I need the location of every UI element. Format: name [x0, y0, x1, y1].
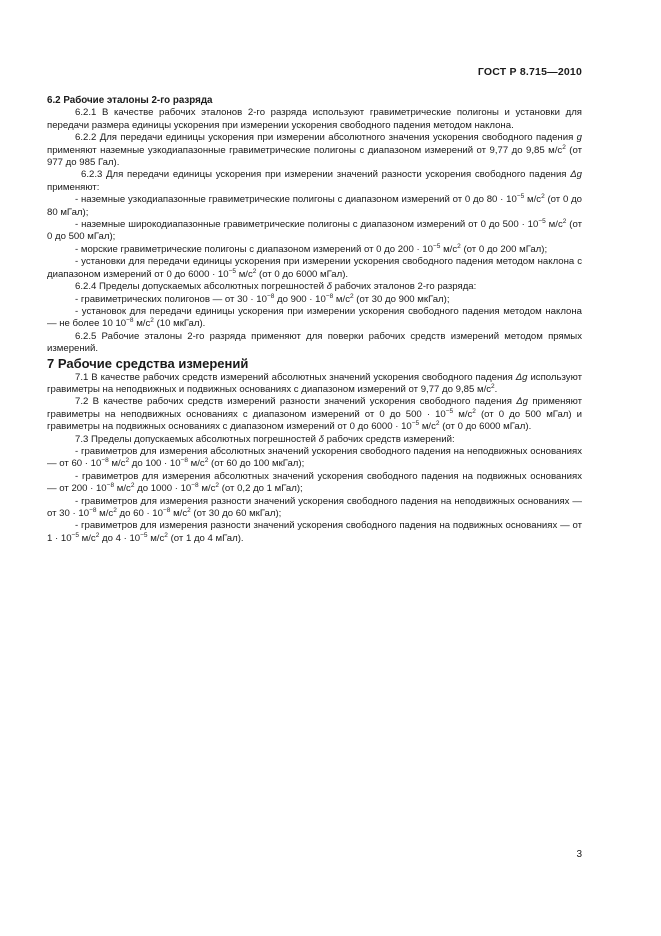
paragraph-7-1: 7.1 В качестве рабочих средств измерений абсолютных значений ускорения свободного падения Δg используют гравиметры на неподвижных и подвижных основаниях с диапазоном измерений от 9,77 до 9,85 $м/с^2$.: [47, 371, 582, 395]
paragraph-6-2-4: 6.2.4 Пределы допускаемых абсолютных погрешностей δ рабочих эталонов 2-го разряда:: [75, 281, 477, 293]
section-7-heading: 7 Рабочие средства измерений: [47, 355, 249, 371]
symbol-delta-g: Δg: [516, 396, 529, 408]
paragraph-6-2-2: 6.2.2 Для передачи единицы ускорения при измерении абсолютного значения ускорения свободного падения g применяют наземные узкодиапазонные гравиметрические полигоны с диапазоном измерений от 9,77 до 9,85 $м/с^2$ (от 977 до 985 Гал).: [47, 132, 582, 169]
list-item: - наземные широкодиапазонные гравиметрические полигоны с диапазоном измерений от 0 до $500 \cdot 10^{-5}$ $м/с^2$ (от 0 до 500 мГал);: [47, 218, 582, 243]
page-number: 3: [576, 849, 582, 860]
paragraph-6-2-5: 6.2.5 Рабочие эталоны 2-го разряда применяют для поверки рабочих средств измерений методом прямых измерений.: [47, 330, 582, 355]
list-item: - гравиметрических полигонов — от $30 \cdot 10^{-8}$ до $900 \cdot 10^{-8}$ $м/с^2$ (от 30 до 900 мкГал);: [75, 292, 450, 305]
symbol-delta-g: Δg: [570, 169, 582, 181]
symbol-delta: δ: [326, 281, 332, 293]
symbol-g: g: [576, 132, 582, 144]
document-body: [47, 95, 582, 545]
paragraph-7-2: 7.2 В качестве рабочих средств измерений разности значений ускорения свободного падения Δg применяют гравиметры на неподвижных основаниях с диапазоном измерений от 0 до $500 \cdot 10^{-5}$ $м/с^2$ (от 0 до 500 мГал) и гравиметры на подвижных основаниях с диапазоном измерений от 0 до $6000 \cdot 10^{-5}$ $м/с^2$ (от 0 до 6000 мГал).: [47, 396, 583, 433]
list-item: - установки для передачи единицы ускорения при измерении ускорения свободного падения методом наклона с диапазоном измерений от 0 до $6000 \cdot 10^{-5}$ $м/с^2$ (от 0 до 6000 мГал).: [47, 256, 582, 280]
paragraph-7-3: 7.3 Пределы допускаемых абсолютных погрешностей δ рабочих средств измерений:: [75, 433, 455, 445]
list-item: - гравиметров для измерения абсолютных значений ускорения свободного падения на подвижных основаниях — от $200 \cdot 10^{-8}$ $м/с^2$ до $1000 \cdot 10^{-8}$ $м/с^2$ (от 0,2 до 1 мГал);: [47, 470, 582, 495]
list-item: - наземные узкодиапазонные гравиметрические полигоны с диапазоном измерений от 0 до $80 \cdot 10^{-5}$ $м/с^2$ (от 0 до 80 мГал);: [47, 193, 582, 218]
list-item: - гравиметров для измерения абсолютных значений ускорения свободного падения на неподвижных основаниях — от $60 \cdot 10^{-8}$ $м/с^2$ до $100 \cdot 10^{-8}$ $м/с^2$ (от 60 до 100 мкГал);: [47, 445, 582, 470]
list-item: - гравиметров для измерения разности значений ускорения свободного падения на подвижных основаниях — от $1 \cdot 10^{-5}$ $м/с^2$ до $4 \cdot 10^{-5}$ $м/с^2$ (от 1 до 4 мГал).: [47, 520, 582, 544]
section-6-2-heading: 6.2 Рабочие эталоны 2-го разряда: [47, 95, 213, 106]
list-item: - гравиметров для измерения разности значений ускорения свободного падения на неподвижных основаниях — от $30 \cdot 10^{-8}$ $м/с^2$ до $60 \cdot 10^{-8}$ $м/с^2$ (от 30 до 60 мкГал);: [47, 495, 582, 519]
document-designation: ГОСТ Р 8.715—2010: [477, 66, 582, 78]
symbol-delta-g: Δg: [515, 371, 528, 383]
list-item: - морские гравиметрические полигоны с диапазоном измерений от 0 до $200 \cdot 10^{-5}$ $м/с^2$ (от 0 до 200 мГал);: [75, 242, 548, 255]
symbol-delta: δ: [318, 433, 324, 445]
paragraph-6-2-1: 6.2.1 В качестве рабочих эталонов 2-го разряда используют гравиметрические полигоны и установки для передачи размера единицы ускорения при измерении ускорения свободного падения методом наклона.: [47, 107, 582, 131]
list-item: - установок для передачи единицы ускорения при измерении ускорения свободного падения методом наклона — не более 10 $10^{-8}$ $м/с^2$ (10 мкГал).: [47, 305, 582, 330]
paragraph-6-2-3: 6.2.3 Для передачи единицы ускорения при измерении значений разности ускорения свободного падения Δg применяют:: [47, 169, 582, 193]
